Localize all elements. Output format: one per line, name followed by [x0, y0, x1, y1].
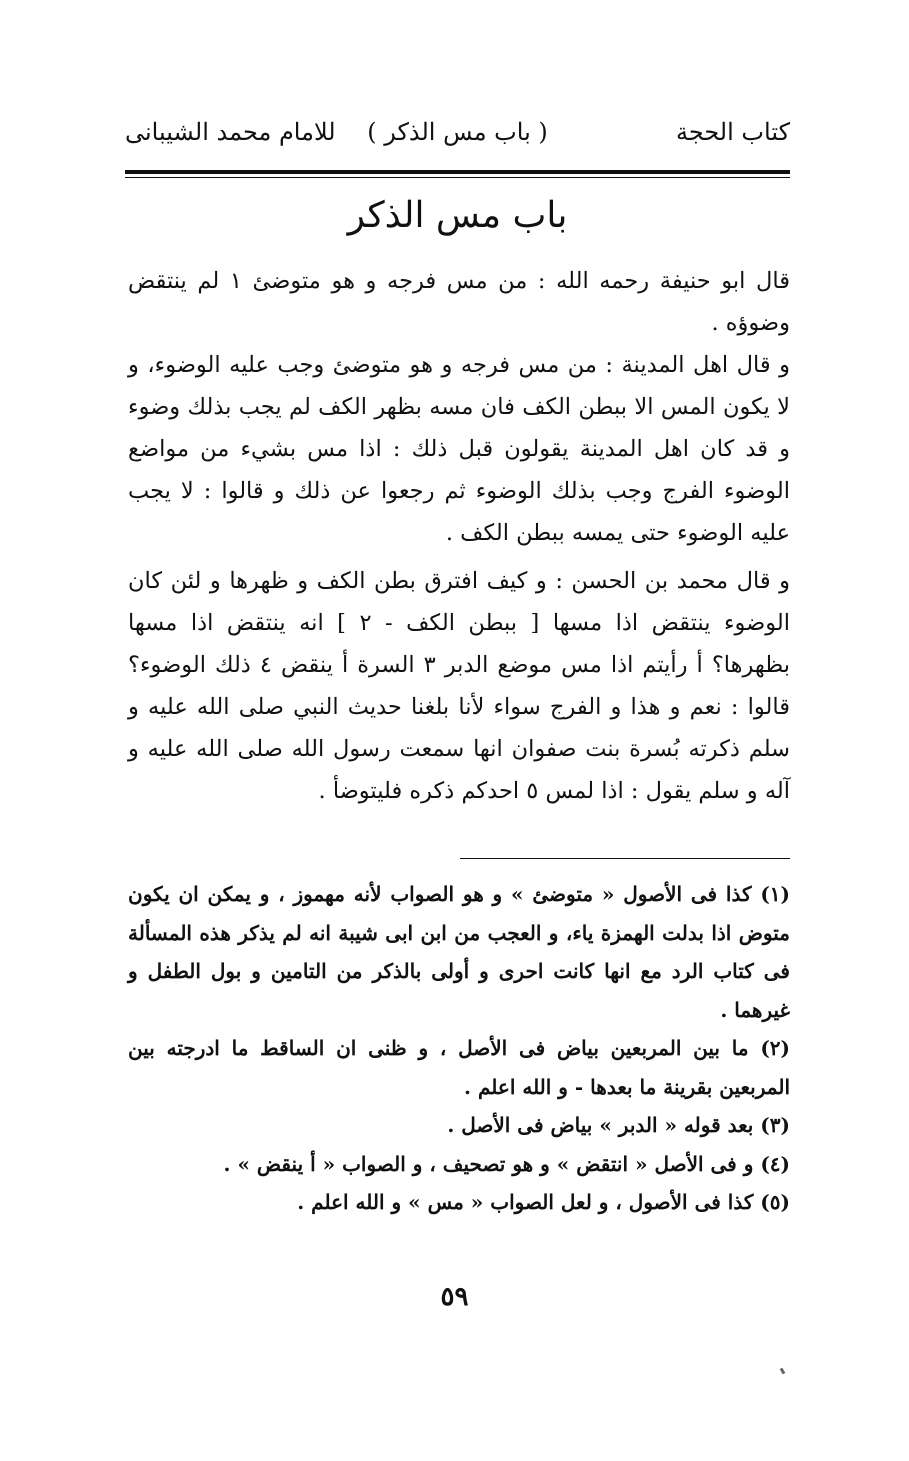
footnote-5: (٥) كذا فى الأصول ، و لعل الصواب « مس » و الله اعلم . [297, 1190, 790, 1214]
page-number: ٥٩ [440, 1282, 469, 1312]
header-rule-thin [125, 177, 790, 178]
main-text [128, 260, 790, 812]
footnotes [128, 875, 790, 1222]
footnote-1: (١) كذا فى الأصول « متوضئ » و هو الصواب لأنه مهموز ، و يمكن ان يكون متوض اذا بدلت الهمزة ياء، و العجب من ابن ابى شيبة انه لم يذكر هذه المسألة فى كتاب الرد مع انها كانت احرى و أولى بالذكر من التامين و بول الطفل و غيرهما . [128, 882, 790, 1022]
paragraph-2: و قال اهل المدينة : من مس فرجه و هو متوضئ وجب عليه الوضوء، و لا يكون المس الا ببطن الكف فان مسه بظهر الكف لم يجب بذلك وضوء و قد كان اهل المدينة يقولون قبل ذلك : اذا مس بشيء من مواضع الوضوء الفرج وجب بذلك الوضوء ثم رجعوا عن ذلك و قالوا : لا يجب عليه الوضوء حتى يمسه ببطن الكف . [128, 352, 790, 546]
running-header [125, 118, 790, 164]
paragraph-3: و قال محمد بن الحسن : و كيف افترق بطن الكف و ظهرها و لئن كان الوضوء ينتقض اذا مسها [ ببطن الكف - ٢ ] انه ينتقض اذا مسها بظهرها؟ أ رأيتم اذا مس موضع الدبر ٣ السرة أ ينقض ٤ ذلك الوضوء؟ قالوا : نعم و هذا و الفرج سواء لأنا بلغنا حديث النبي صلى الله عليه و سلم ذكرته بُسرة بنت صفوان انها سمعت رسول الله صلى الله عليه و آله و سلم يقول : اذا لمس ٥ احدكم ذكره فليتوضأ . [128, 568, 790, 804]
scan-speck [780, 1368, 786, 1375]
footnote-2: (٢) ما بين المربعين بياض فى الأصل ، و ظنى ان الساقط ما ادرجته بين المربعين بقرينة ما بعدها - و الله اعلم . [128, 1036, 790, 1099]
header-book-title: كتاب الحجة [675, 118, 790, 146]
footnote-3: (٣) بعد قوله « الدبر » بياض فى الأصل . [447, 1113, 790, 1137]
chapter-title: باب مس الذكر [347, 195, 568, 236]
footnote-4: (٤) و فى الأصل « انتقض » و هو تصحيف ، و الصواب « أ ينقض » . [223, 1151, 790, 1176]
header-rule-thick [125, 170, 790, 174]
footnote-separator [460, 858, 790, 859]
header-chapter-title: ( باب مس الذكر ) [367, 118, 548, 146]
header-author: للامام محمد الشيبانى [125, 118, 336, 146]
paragraph-1: قال ابو حنيفة رحمه الله : من مس فرجه و هو متوضئ ١ لم ينتقض وضوؤه . [128, 268, 790, 336]
